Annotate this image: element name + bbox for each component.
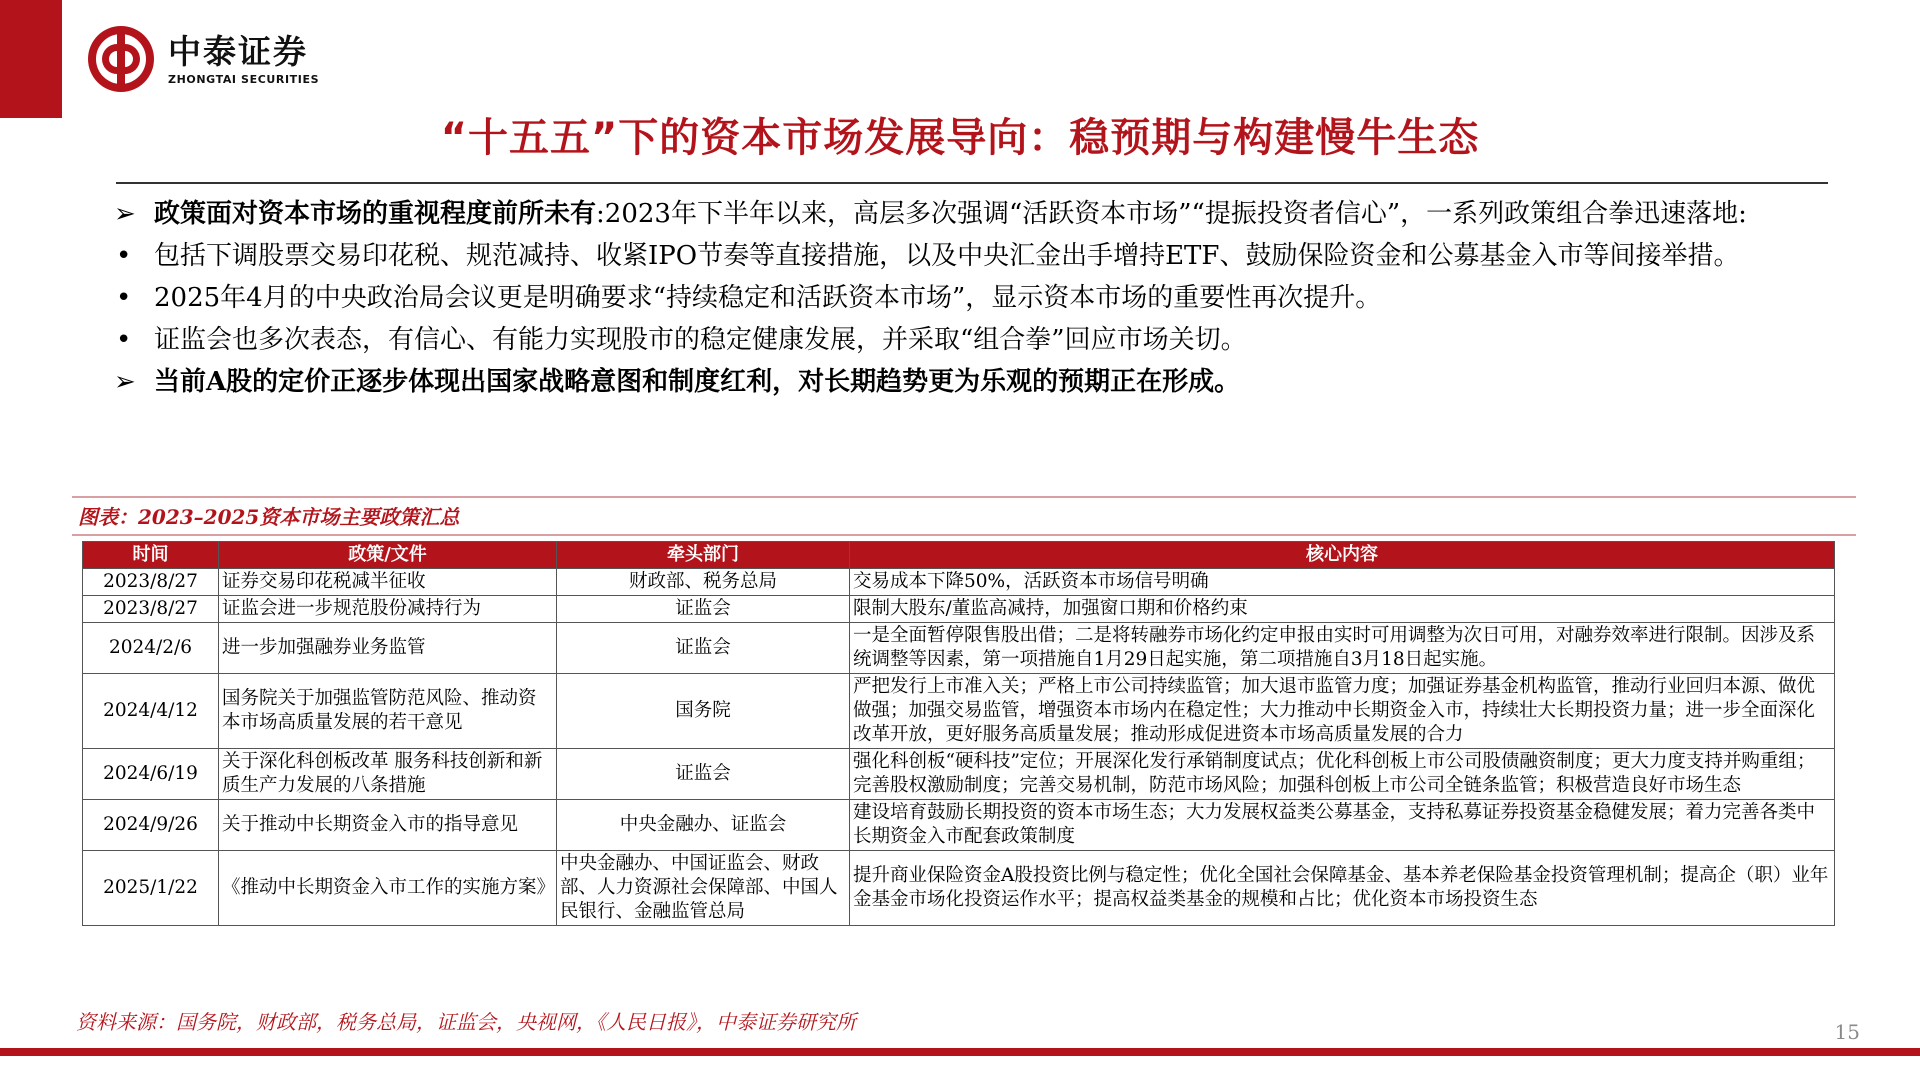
cell-department: 证监会 — [557, 749, 850, 800]
cell-date: 2023/8/27 — [83, 596, 219, 623]
arrow-bullet-icon: ➢ — [114, 199, 136, 229]
dot-bullet-icon: • — [116, 325, 132, 355]
cell-content: 一是全面暂停限售股出借；二是将转融券市场化约定申报由实时可用调整为次日可用，对融券效率进行限制。因涉及系统调整等因素，第一项措施自1月29日起实施，第二项措施自3月18日起实施。 — [850, 623, 1835, 674]
cell-policy: 《推动中长期资金入市工作的实施方案》 — [219, 851, 557, 926]
bullet-text: 证监会也多次表态，有信心、有能力实现股市的稳定健康发展，并采取“组合拳”回应市场关切。 — [154, 325, 1247, 355]
figure-label: 图表：2023–2025资本市场主要政策汇总 — [78, 505, 460, 529]
cell-policy: 关于深化科创板改革 服务科技创新和新质生产力发展的八条措施 — [219, 749, 557, 800]
cell-policy: 关于推动中长期资金入市的指导意见 — [219, 800, 557, 851]
logo-name-cn: 中泰证券 — [168, 31, 308, 71]
cell-policy: 国务院关于加强监管防范风险、推动资本市场高质量发展的若干意见 — [219, 674, 557, 749]
dot-bullet-icon: • — [116, 283, 132, 313]
table-header-row — [83, 542, 1835, 569]
cell-department: 证监会 — [557, 623, 850, 674]
figure-label-rule — [72, 534, 1856, 536]
cell-department: 财政部、税务总局 — [557, 569, 850, 596]
cell-department: 中央金融办、中国证监会、财政部、人力资源社会保障部、中国人民银行、金融监管总局 — [557, 851, 850, 926]
bullet-emphasis: 政策面对资本市场的重视程度前所未有 — [154, 199, 597, 229]
bullet-list — [108, 196, 1828, 406]
bullet-text: :2023年下半年以来，高层多次强调“活跃资本市场”“提振投资者信心”，一系列政策组合拳迅速落地: — [596, 199, 1747, 229]
source-note: 资料来源：国务院，财政部，税务总局，证监会，央视网，《人民日报》，中泰证券研究所 — [76, 1010, 856, 1034]
bullet-item — [108, 196, 1828, 232]
cell-department: 中央金融办、证监会 — [557, 800, 850, 851]
cell-content: 建设培育鼓励长期投资的资本市场生态；大力发展权益类公募基金，支持私募证券投资基金稳健发展；着力完善各类中长期资金入市配套政策制度 — [850, 800, 1835, 851]
bullet-item — [108, 364, 1828, 400]
table-row — [83, 800, 1835, 851]
policy-table — [82, 541, 1835, 926]
column-header-content: 核心内容 — [850, 542, 1835, 569]
cell-content: 严把发行上市准入关；严格上市公司持续监管；加大退市监管力度；加强证券基金机构监管，推动行业回归本源、做优做强；加强交易监管，增强资本市场内在稳定性；大力推动中长期资金入市，持续壮大长期投资力量；进一步全面深化改革开放，更好服务高质量发展；推动形成促进资本市场高质量发展的合力 — [850, 674, 1835, 749]
title-divider — [116, 182, 1828, 184]
page-title: “十五五”下的资本市场发展导向：稳预期与构建慢牛生态 — [440, 115, 1480, 161]
cell-date: 2024/6/19 — [83, 749, 219, 800]
column-header-department: 牵头部门 — [557, 542, 850, 569]
cell-department: 证监会 — [557, 596, 850, 623]
cell-policy: 证券交易印花税减半征收 — [219, 569, 557, 596]
cell-date: 2024/4/12 — [83, 674, 219, 749]
arrow-bullet-icon: ➢ — [114, 367, 136, 397]
logo-name-en: ZHONGTAI SECURITIES — [168, 72, 320, 86]
cell-date: 2024/2/6 — [83, 623, 219, 674]
bullet-text: 2025年4月的中央政治局会议更是明确要求“持续稳定和活跃资本市场”，显示资本市场的重要性再次提升。 — [154, 283, 1382, 313]
page-number: 15 — [1834, 1020, 1860, 1044]
figure-top-rule — [72, 496, 1856, 498]
bullet-item — [108, 280, 1828, 316]
table-row — [83, 596, 1835, 623]
cell-department: 国务院 — [557, 674, 850, 749]
column-header-policy: 政策/文件 — [219, 542, 557, 569]
footer-accent-bar — [0, 1048, 1920, 1056]
cell-date: 2023/8/27 — [83, 569, 219, 596]
cell-content: 提升商业保险资金A股投资比例与稳定性；优化全国社会保障基金、基本养老保险基金投资管理机制；提高企（职）业年金基金市场化投资运作水平；提高权益类基金的规模和占比；优化资本市场投资生态 — [850, 851, 1835, 926]
company-logo — [86, 22, 319, 96]
table-row — [83, 851, 1835, 926]
table-row — [83, 623, 1835, 674]
bullet-item — [108, 322, 1828, 358]
table-row — [83, 674, 1835, 749]
cell-policy: 进一步加强融券业务监管 — [219, 623, 557, 674]
column-header-time: 时间 — [83, 542, 219, 569]
table-row — [83, 749, 1835, 800]
cell-date: 2025/1/22 — [83, 851, 219, 926]
bullet-item — [108, 238, 1828, 274]
table-row — [83, 569, 1835, 596]
cell-policy: 证监会进一步规范股份减持行为 — [219, 596, 557, 623]
cell-content: 交易成本下降50%，活跃资本市场信号明确 — [850, 569, 1835, 596]
cell-date: 2024/9/26 — [83, 800, 219, 851]
zhongtai-logo-icon — [86, 24, 156, 94]
cell-content: 强化科创板“硬科技”定位；开展深化发行承销制度试点；优化科创板上市公司股债融资制度；更大力度支持并购重组；完善股权激励制度；完善交易机制，防范市场风险；加强科创板上市公司全链条监管；积极营造良好市场生态 — [850, 749, 1835, 800]
cell-content: 限制大股东/董监高减持，加强窗口期和价格约束 — [850, 596, 1835, 623]
bullet-text: 包括下调股票交易印花税、规范减持、收紧IPO节奏等直接措施，以及中央汇金出手增持ETF、鼓励保险资金和公募基金入市等间接举措。 — [154, 241, 1740, 271]
bullet-emphasis: 当前A股的定价正逐步体现出国家战略意图和制度红利，对长期趋势更为乐观的预期正在形成。 — [154, 367, 1241, 397]
dot-bullet-icon: • — [116, 241, 132, 271]
brand-accent-bar — [0, 0, 62, 118]
